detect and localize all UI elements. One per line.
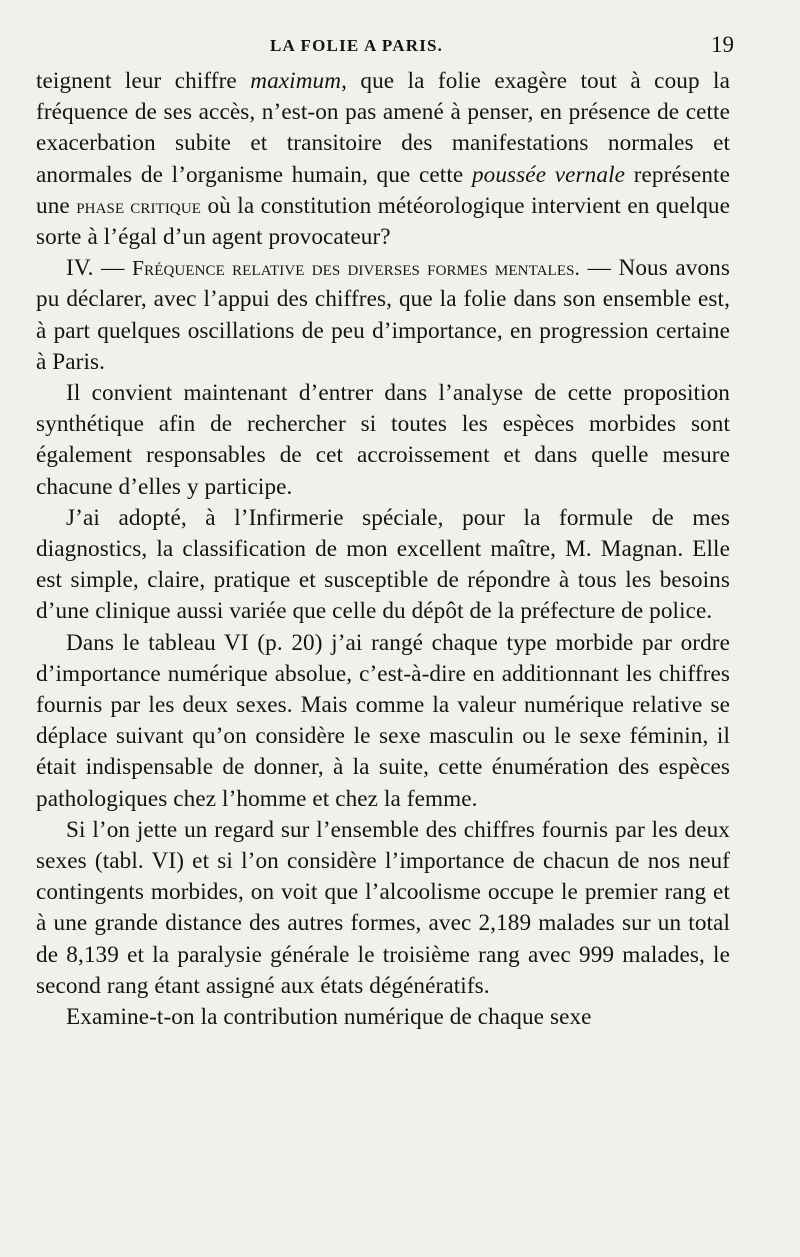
- paragraph: [36, 628, 730, 815]
- page-number: 19: [711, 32, 734, 57]
- body-text: [36, 66, 730, 1033]
- paragraph: [36, 1002, 730, 1033]
- text-segment: Examine-t-on la contribution numérique de chaque sexe: [66, 1004, 592, 1031]
- text-segment: Dans le tableau VI (p. 20) j’ai rangé chaque type morbide par ordre d’importance numérique absolue, c’est-à-dire en additionnant les chiffres fournis par les deux sexes. Mais comme la valeur numérique relative se déplace suivant qu’on considère le sexe masculin ou le sexe féminin, il était indispensable de donner, à la suite, cette énumération des espèces pathologiques chez l’homme et chez la femme.: [36, 629, 730, 812]
- text-segment: représente une: [36, 161, 730, 219]
- paragraph: [36, 815, 730, 1002]
- paragraph: [36, 378, 730, 503]
- text-segment: J’ai adopté, à l’Infirmerie spéciale, pour la formule de mes diagnostics, la classification de mon excellent maître, M. Magnan. Elle est simple, claire, pratique et susceptible de répondre à tous les besoins d’une clinique aussi variée que celle du dépôt de la préfecture de police.: [36, 504, 730, 625]
- text-segment: Si l’on jette un regard sur l’ensemble des chiffres fournis par les deux sexes (tabl. VI) et si l’on considère l’importance de chacun de nos neuf contingents morbides, on voit que l’alcoolisme occupe le premier rang et à une grande distance des autres formes, avec 2,189 malades sur un total de 8,139 et la paralysie générale le troisième rang avec 999 malades, le second rang étant assigné aux états dégénératifs.: [36, 816, 730, 999]
- italic-text: poussée vernale: [471, 161, 626, 188]
- paragraph: [36, 253, 730, 378]
- italic-text: maximum: [250, 68, 342, 94]
- text-segment: — Nous avons pu déclarer, avec l’appui des chiffres, que la folie dans son ensemble est, à part quelques oscillations de peu d’importance, en progression certaine à Paris.: [36, 255, 730, 375]
- text-segment: Il convient maintenant d’entrer dans l’analyse de cette proposition synthétique afin de rechercher si toutes les espèces morbides sont également responsables de cet accroissement et dans quelle mesure chacune d’elles y participe.: [36, 380, 730, 500]
- smallcaps-text: Fréquence relative des diverses formes mentales.: [132, 256, 581, 281]
- text-segment: teignent leur chiffre: [36, 68, 251, 94]
- text-segment: où la constitution météorologique intervient en quelque sorte à l’égal d’un agent provocateur?: [36, 192, 730, 251]
- text-segment: , que la folie exagère tout à coup la fréquence de ses accès, n’est-on pas amené à penser, en présence de cette exacerbation subite et transitoire des manifestations normales et anormales de l’organisme humain, que cette: [36, 68, 730, 188]
- paragraph: [36, 503, 730, 628]
- smallcaps-text: phase critique: [76, 193, 202, 218]
- paragraph: [36, 66, 730, 253]
- running-title: LA FOLIE A PARIS.: [270, 36, 444, 55]
- text-segment: IV. —: [66, 255, 133, 282]
- page-header: [36, 24, 734, 66]
